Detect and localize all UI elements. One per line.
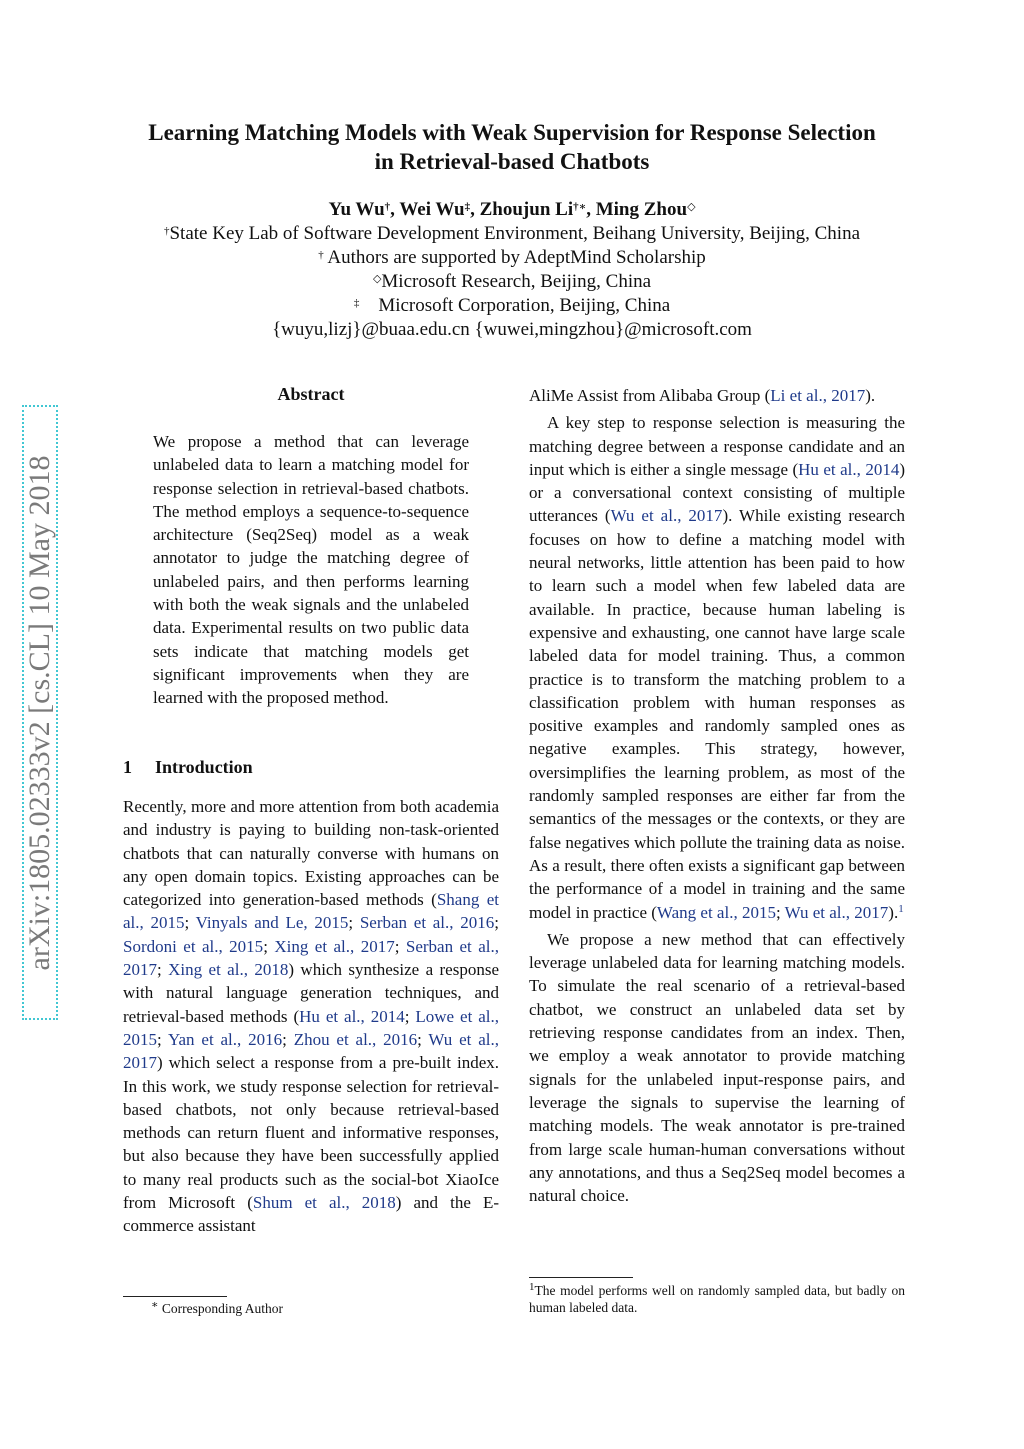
intro-left-column <box>123 795 499 1238</box>
intro-paragraph <box>529 411 905 924</box>
author-name: Wei Wu <box>399 199 465 220</box>
citation-link[interactable]: Vinyals and Le, 2015 <box>195 913 349 933</box>
arxiv-stamp <box>22 405 58 1020</box>
citation-separator: ; <box>157 960 169 980</box>
citation-separator: ; <box>282 1029 294 1049</box>
affiliation-mark: † <box>384 201 391 213</box>
citation-separator: ; <box>417 1029 429 1049</box>
section-heading <box>123 757 253 778</box>
citation-link[interactable]: Li et al., 2017 <box>770 386 866 405</box>
body-text: ) or a conversational context consisting of multiple utterances ( <box>529 459 905 526</box>
affiliation-mark: †∗ <box>573 201 587 213</box>
citation-separator: ; <box>404 1006 416 1026</box>
author-name: Ming Zhou <box>595 199 688 220</box>
citation-separator: ; <box>494 913 499 933</box>
citation-link[interactable]: Wang et al., 2015 <box>656 902 776 922</box>
citation-link[interactable]: Wu et al., 2017 <box>784 902 889 922</box>
author-emails: {wuyu,lizj}@buaa.edu.cn {wuwei,mingzhou}@microsoft.com <box>272 319 752 340</box>
affiliation-text: State Key Lab of Software Development Environment, Beihang University, Beijing, China <box>169 223 861 244</box>
footnote-rule <box>529 1277 633 1278</box>
affiliation-mark: † <box>318 249 324 261</box>
author-names <box>60 198 964 222</box>
citation-link[interactable]: Lowe et al., 2015 <box>123 1006 499 1049</box>
footnote-reference[interactable]: 1 <box>898 902 904 915</box>
citation-link[interactable]: Sordoni et al., 2015 <box>123 936 264 956</box>
body-text: ) and the E-commerce assistant <box>123 1193 499 1236</box>
body-text: Recently, more and more attention from both academia and industry is paying to building non-task-oriented chatbots that can naturally converse with humans on any open domain topics. Existing approaches can be categorized into generation-based methods ( <box>123 797 499 910</box>
citation-link[interactable]: Serban et al., 2017 <box>123 936 499 980</box>
author-separator: , <box>390 199 400 220</box>
citation-link[interactable]: Wu et al., 2017 <box>123 1029 500 1073</box>
author-name: Yu Wu <box>328 199 385 220</box>
citation-link[interactable]: Wu et al., 2017 <box>610 506 723 526</box>
citation-separator: ; <box>184 913 196 933</box>
citation-separator: ; <box>263 936 275 956</box>
citation-link[interactable]: Hu et al., 2014 <box>798 459 900 479</box>
citation-link[interactable]: Zhou et al., 2016 <box>293 1029 418 1049</box>
intro-paragraph <box>529 384 905 407</box>
affiliation-text: Microsoft Corporation, Beijing, China <box>359 295 671 316</box>
body-text: ). <box>865 386 876 405</box>
paper-title <box>60 118 964 176</box>
affiliation-mark: ◇ <box>372 273 382 285</box>
footnote-left <box>151 1300 283 1317</box>
affiliation-line <box>60 246 964 270</box>
author-block <box>60 198 964 342</box>
body-text: ) which select a response from a pre-built index. In this work, we study response selection for retrieval-based chatbots, not only because retrieval-based methods can return fluent and informative responses, but also because they have been successfully applied to many real products such as the social-bot XiaoIce from Microsoft ( <box>123 1053 499 1213</box>
affiliation-mark: † <box>163 225 170 237</box>
author-separator: , <box>470 199 480 220</box>
abstract-heading: Abstract <box>277 384 345 404</box>
affiliation-text: Microsoft Research, Beijing, China <box>381 271 652 292</box>
intro-paragraph <box>123 795 499 1238</box>
author-separator: , <box>586 199 596 220</box>
footnote-right <box>529 1282 905 1316</box>
citation-link[interactable]: Xing et al., 2018 <box>168 960 289 980</box>
abstract-text: We propose a method that can leverage unlabeled data to learn a matching model for response selection in retrieval-based chatbots. The method employs a sequence-to-sequence architecture (Seq2Seq) model as a weak annotator to judge the matching degree of unlabeled pairs, and then performs learning with both the weak signals and the unlabeled data. Experimental results on two public data sets indicate that matching models get significant improvements when they are learned with the proposed method. <box>153 432 469 708</box>
citation-separator: ; <box>157 1029 168 1049</box>
affiliation-mark: ‡ <box>464 201 471 213</box>
arxiv-stamp-text: arXiv:1805.02333v2 [cs.CL] 10 May 2018 <box>23 455 56 970</box>
intro-right-column <box>529 384 905 1207</box>
citation-separator: ; <box>348 913 360 933</box>
body-text: ). <box>888 902 899 922</box>
affiliation-line <box>60 294 964 318</box>
section-title: Introduction <box>155 757 253 777</box>
footnote-rule <box>123 1296 227 1297</box>
footnote-mark: ∗ <box>151 1299 159 1311</box>
affiliation-line <box>60 270 964 294</box>
footnote-mark: 1 <box>529 1281 535 1293</box>
citation-separator: ; <box>775 902 785 922</box>
body-text: ) which synthesize a response with natural language generation techniques, and retrieval-based methods ( <box>123 960 499 1026</box>
citation-link[interactable]: Shum et al., 2018 <box>252 1193 396 1213</box>
affiliation-line <box>60 222 964 246</box>
author-name: Zhoujun Li <box>479 199 574 220</box>
citation-link[interactable]: Hu et al., 2014 <box>299 1006 405 1026</box>
affiliation-mark: ◇ <box>687 201 696 213</box>
footnote-text: The model performs well on randomly sampled data, but badly on human labeled data. <box>529 1283 905 1315</box>
citation-link[interactable]: Xing et al., 2017 <box>274 936 395 956</box>
title-line-2: in Retrieval-based Chatbots <box>374 149 650 174</box>
body-text: AliMe Assist from Alibaba Group ( <box>529 386 771 405</box>
section-number: 1 <box>123 757 132 777</box>
affiliation-mark: ‡ <box>353 297 360 309</box>
citation-separator: ; <box>394 936 406 956</box>
footnote-text: Corresponding Author <box>158 1301 283 1316</box>
title-line-1: Learning Matching Models with Weak Supervision for Response Selection <box>148 120 876 145</box>
citation-link[interactable]: Shang et al., 2015 <box>123 890 499 933</box>
body-text: A key step to response selection is measuring the matching degree between a response candidate and an input which is either a single message ( <box>529 413 905 479</box>
body-text: ). While existing research focuses on how to define a matching model with neural networks, little attention has been paid to how to learn such a model when few labeled data are available. In practice, because human labeling is expensive and exhausting, one cannot have large scale labeled data for model training. Thus, a common practice is to transform the matching problem to a classification problem with human responses as positive examples and randomly sampled ones as negative examples. This strategy, however, oversimplifies the learning problem, as most of the randomly sampled responses are either far from the semantics of the messages or the contexts, or they are false negatives which pollute the training data as noise. As a result, there often exists a significant gap between the performance of a model in training and the same model in practice ( <box>529 506 905 922</box>
affiliation-text: Authors are supported by AdeptMind Scholarship <box>323 247 706 268</box>
citation-link[interactable]: Serban et al., 2016 <box>359 913 495 933</box>
citation-link[interactable]: Yan et al., 2016 <box>167 1029 283 1049</box>
intro-paragraph: We propose a new method that can effectively leverage unlabeled data for learning matching models. To simulate the real scenario of a retrieval-based chatbot, we construct an unlabeled data set by retrieving response candidates from an index. Then, we employ a weak annotator to provide matching signals for the unlabeled input-response pairs, and leverage the signals to supervise the learning of matching models. The weak annotator is pre-trained from large scale human-human conversations without any annotations, and thus a Seq2Seq model becomes a natural choice. <box>529 929 905 1206</box>
